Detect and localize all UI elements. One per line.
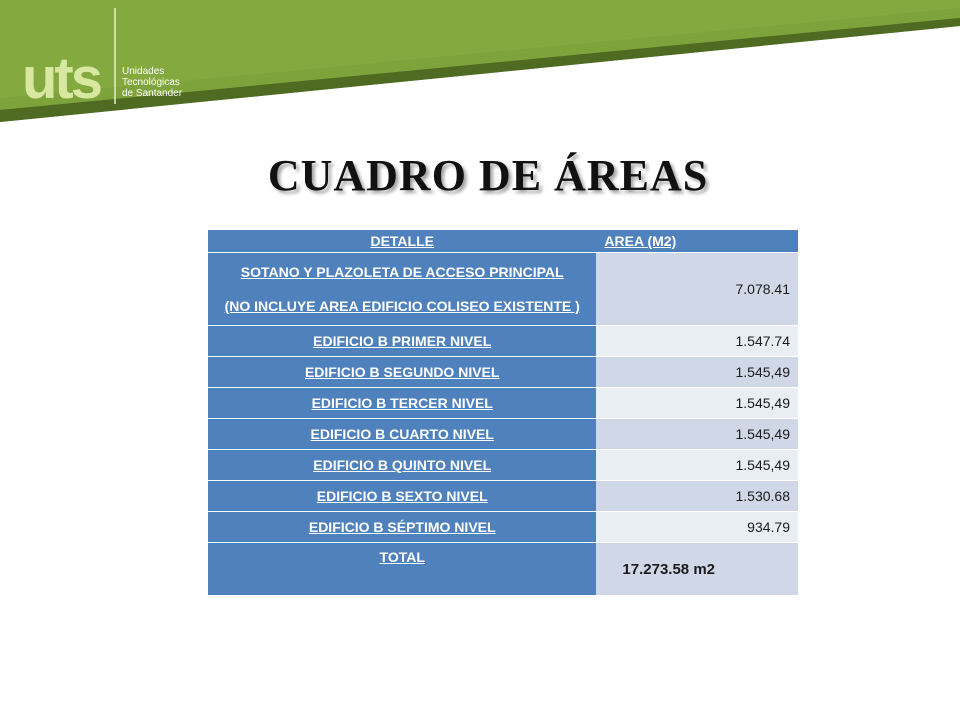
total-area-cell: 17.273.58 m2 <box>596 543 798 596</box>
total-row <box>208 543 798 596</box>
detail-cell <box>208 481 596 512</box>
detail-label: EDIFICIO B TERCER NIVEL <box>311 395 493 411</box>
table-row <box>208 326 798 357</box>
header-detail <box>208 230 596 253</box>
detail-cell <box>208 450 596 481</box>
total-label: TOTAL <box>379 549 425 565</box>
detail-cell <box>208 253 596 326</box>
detail-line-2: (NO INCLUYE AREA EDIFICIO COLISEO EXISTENTE ) <box>224 298 580 314</box>
detail-cell <box>208 357 596 388</box>
table-row <box>208 357 798 388</box>
detail-label: EDIFICIO B QUINTO NIVEL <box>313 457 492 473</box>
area-cell: 1.545,49 <box>596 419 798 450</box>
area-cell: 1.545,49 <box>596 357 798 388</box>
detail-label: EDIFICIO B SEXTO NIVEL <box>316 488 488 504</box>
header-detail-label: DETALLE <box>370 233 434 249</box>
logo-text-line3: de Santander <box>122 88 183 99</box>
table-row <box>208 512 798 543</box>
header-banner <box>0 0 960 125</box>
detail-label: EDIFICIO B SEGUNDO NIVEL <box>304 364 500 380</box>
table-row <box>208 481 798 512</box>
detail-label: EDIFICIO B CUARTO NIVEL <box>310 426 494 442</box>
header-area-label: AREA (M2) <box>604 233 677 249</box>
logo-text-line1: Unidades <box>122 66 165 77</box>
area-cell: 7.078.41 <box>596 253 798 326</box>
areas-table <box>208 230 798 596</box>
table-header-row <box>208 230 798 253</box>
detail-label: EDIFICIO B PRIMER NIVEL <box>313 333 492 349</box>
table-row <box>208 253 798 326</box>
slide-title: CUADRO DE ÁREAS <box>267 151 709 200</box>
total-label-cell <box>208 543 596 596</box>
area-cell: 1.530.68 <box>596 481 798 512</box>
table-row <box>208 419 798 450</box>
detail-cell <box>208 419 596 450</box>
area-cell: 1.545,49 <box>596 388 798 419</box>
detail-cell <box>208 326 596 357</box>
detail-line-1: SOTANO Y PLAZOLETA DE ACCESO PRINCIPAL <box>240 264 564 280</box>
area-cell: 1.547.74 <box>596 326 798 357</box>
area-cell: 1.545,49 <box>596 450 798 481</box>
table-row <box>208 450 798 481</box>
detail-cell <box>208 512 596 543</box>
logo-mark: uts <box>22 46 100 111</box>
detail-cell <box>208 388 596 419</box>
table-row <box>208 388 798 419</box>
detail-label: EDIFICIO B SÉPTIMO NIVEL <box>308 519 496 535</box>
header-area <box>596 230 798 253</box>
area-cell: 934.79 <box>596 512 798 543</box>
logo-text-line2: Tecnológicas <box>122 77 180 88</box>
